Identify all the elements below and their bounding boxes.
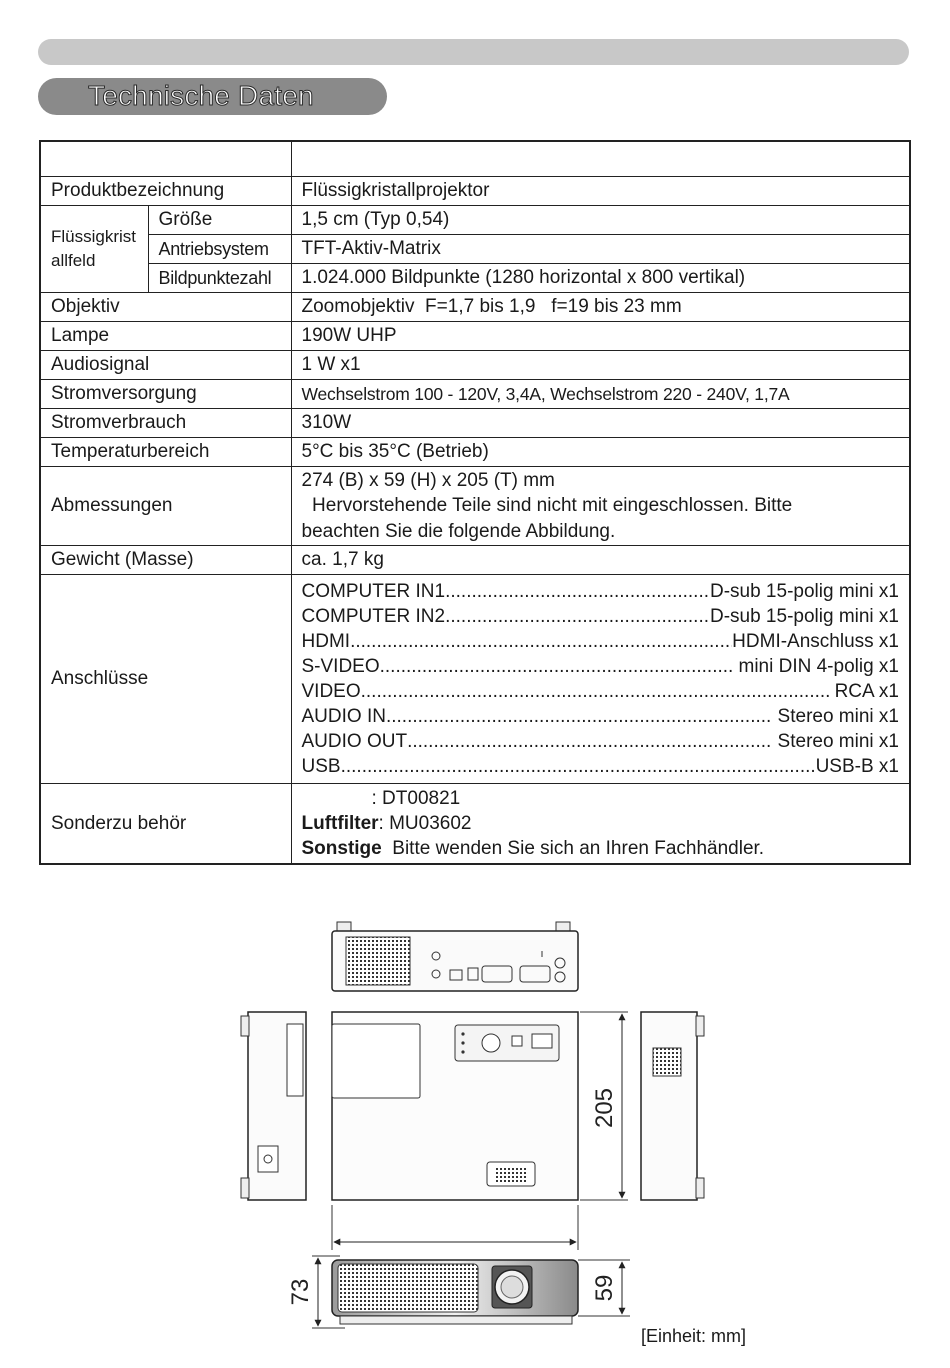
- port-value: D-sub 15-polig mini x1: [709, 581, 899, 602]
- row-value: 310W: [291, 409, 910, 438]
- row-value: Wechselstrom 100 - 120V, 3,4A, Wechselstrom 220 - 240V, 1,7A: [291, 380, 910, 409]
- accessory-other-value: Bitte wenden Sie sich an Ihren Fachhändler.: [381, 838, 765, 859]
- row-value: Flüssigkristallprojektor: [291, 177, 910, 206]
- row-value: 1.024.000 Bildpunkte (1280 horizontal x 800 vertikal): [291, 264, 910, 293]
- row-sublabel: Größe: [148, 206, 291, 235]
- row-label: Objektiv: [40, 293, 291, 322]
- rear-view: [332, 922, 578, 991]
- accessory-filter-key: Luftfilter: [301, 813, 379, 834]
- row-value: 5°C bis 35°C (Betrieb): [291, 438, 910, 467]
- lcd-group-label-line1: Flüssigkrist: [51, 227, 137, 246]
- accessory-filter-value: : MU03602: [378, 813, 472, 834]
- port-name: HDMI: [301, 631, 351, 652]
- row-label: Lampe: [40, 322, 291, 351]
- port-name: AUDIO IN: [301, 706, 386, 727]
- row-value: 190W UHP: [291, 322, 910, 351]
- port-value: RCA x1: [829, 681, 899, 702]
- row-label: Gewicht (Masse): [40, 546, 291, 575]
- height-total-label: 73: [287, 1278, 314, 1306]
- top-view: [332, 1012, 578, 1200]
- depth-dimension-label: 205: [591, 1087, 618, 1129]
- port-value: HDMI-Anschluss x1: [732, 631, 899, 652]
- height-body-label: 59: [591, 1274, 618, 1302]
- row-value: 1 W x1: [291, 351, 910, 380]
- port-name: COMPUTER IN1: [301, 581, 446, 602]
- unit-label: [Einheit: mm]: [641, 1326, 747, 1346]
- port-name: S-VIDEO: [301, 656, 380, 677]
- port-value: D-sub 15-polig mini x1: [709, 606, 899, 627]
- row-value: TFT-Aktiv-Matrix: [291, 235, 910, 264]
- port-name: COMPUTER IN2: [301, 606, 446, 627]
- port-name: USB: [301, 756, 341, 777]
- section-title: Technische Daten: [88, 80, 314, 111]
- dimensions-line3: beachten Sie die folgende Abbildung.: [301, 520, 616, 542]
- row-label: Stromversorgung: [40, 380, 291, 409]
- left-side-view: [241, 1012, 306, 1200]
- row-sublabel: Bildpunktezahl: [148, 264, 291, 293]
- width-dimension: [332, 1205, 578, 1250]
- port-name: AUDIO OUT: [301, 731, 408, 752]
- row-label: Sonderzu behör: [40, 784, 291, 865]
- row-label: Produktbezeichnung: [40, 177, 291, 206]
- accessory-other-key: Sonstige: [301, 838, 382, 859]
- row-label: Stromverbrauch: [40, 409, 291, 438]
- row-sublabel: Antriebsystem: [148, 235, 291, 264]
- lcd-group-label-line2: allfeld: [51, 251, 96, 270]
- row-label: Temperaturbereich: [40, 438, 291, 467]
- row-value: ca. 1,7 kg: [291, 546, 910, 575]
- port-value: Stereo mini x1: [772, 731, 899, 752]
- port-value: Stereo mini x1: [772, 706, 899, 727]
- port-value: USB-B x1: [815, 756, 899, 777]
- dimensions-line2: Hervorstehende Teile sind nicht mit eingeschlossen. Bitte: [301, 495, 793, 517]
- port-name: VIDEO: [301, 681, 361, 702]
- row-label: Audiosignal: [40, 351, 291, 380]
- row-value: 1,5 cm (Typ 0,54): [291, 206, 910, 235]
- row-value: Zoomobjektiv F=1,7 bis 1,9 f=19 bis 23 mm: [291, 293, 910, 322]
- port-value: mini DIN 4-polig x1: [733, 656, 899, 677]
- row-label: Anschlüsse: [40, 575, 291, 784]
- accessory-lamp-value: : DT00821: [371, 788, 461, 809]
- row-label: Abmessungen: [40, 467, 291, 546]
- front-view: [332, 1260, 578, 1324]
- right-side-view: [641, 1012, 704, 1200]
- dimensions-line1: 274 (B) x 59 (H) x 205 (T) mm: [301, 469, 555, 491]
